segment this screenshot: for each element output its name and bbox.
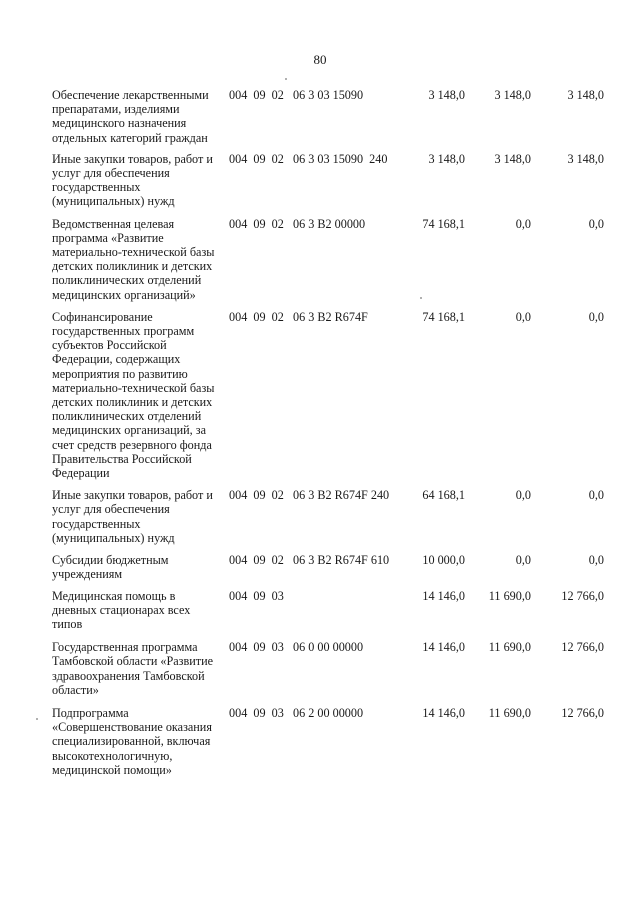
- amount-year-2: 0,0: [515, 216, 531, 231]
- row-name-line: специализированной, включая: [52, 734, 211, 749]
- row-name-line: Государственная программа: [52, 640, 198, 655]
- table-row: [52, 706, 612, 777]
- row-name-line: Правительства Российской: [52, 451, 192, 466]
- row-name-line: учреждениям: [52, 567, 123, 582]
- amount-year-1: 3 148,0: [428, 151, 465, 166]
- row-name-line: (муниципальных) нужд: [52, 530, 175, 545]
- amount-year-3: 0,0: [588, 309, 604, 324]
- amount-year-3: 12 766,0: [561, 705, 604, 720]
- row-name-line: Федерации: [52, 466, 110, 481]
- row-name-line: детских поликлиник и детских: [52, 259, 213, 274]
- amount-year-1: 74 168,1: [422, 216, 465, 231]
- amount-year-3: 3 148,0: [567, 151, 604, 166]
- row-name-line: «Совершенствование оказания: [52, 720, 212, 735]
- amount-year-1: 10 000,0: [422, 553, 465, 568]
- row-name-line: поликлинических отделений: [52, 409, 202, 424]
- table-row: [52, 217, 612, 302]
- amount-year-1: 14 146,0: [422, 640, 465, 655]
- amount-year-3: 12 766,0: [561, 588, 604, 603]
- row-name-line: области»: [52, 682, 99, 697]
- scan-speck: [420, 297, 422, 299]
- amount-year-3: 0,0: [588, 553, 604, 568]
- row-name-line: детских поликлиник и детских: [52, 395, 213, 410]
- amount-year-2: 11 690,0: [488, 705, 531, 720]
- table-row: [52, 310, 612, 480]
- row-name-line: материально-технической базы: [52, 380, 215, 395]
- row-name-line: Ведомственная целевая: [52, 216, 175, 231]
- row-name-line: услуг для обеспечения: [52, 502, 170, 517]
- row-name: [52, 217, 230, 302]
- row-name: [52, 553, 230, 581]
- row-name-line: материально-технической базы: [52, 245, 215, 260]
- budget-code: 004 09 02 06 3 03 15090 240: [229, 151, 388, 166]
- row-name-line: Федерации, содержащих: [52, 352, 181, 367]
- row-name-line: Иные закупки товаров, работ и: [52, 488, 213, 503]
- row-name-line: Софинансирование: [52, 309, 153, 324]
- amount-year-3: 12 766,0: [561, 640, 604, 655]
- row-name-line: Обеспечение лекарственными: [52, 88, 209, 102]
- row-name-line: поликлинических отделений: [52, 273, 202, 288]
- table-row: [52, 488, 612, 545]
- budget-code: 004 09 03 06 2 00 00000: [229, 705, 364, 720]
- row-name-line: типов: [52, 616, 83, 631]
- budget-code: 004 09 02 06 3 03 15090: [229, 88, 364, 102]
- row-name-line: Медицинская помощь в: [52, 588, 176, 603]
- row-name-line: (муниципальных) нужд: [52, 194, 175, 209]
- budget-code: 004 09 02 06 3 В2 R674F 610: [229, 553, 390, 568]
- row-name-line: субъектов Российской: [52, 338, 167, 353]
- row-name-line: здравоохранения Тамбовской: [52, 668, 205, 683]
- amount-year-3: 0,0: [588, 216, 604, 231]
- scan-speck: [285, 78, 287, 80]
- amount-year-2: 0,0: [515, 553, 531, 568]
- budget-code: 004 09 03 06 0 00 00000: [229, 640, 364, 655]
- row-name: [52, 706, 230, 777]
- amount-year-1: 64 168,1: [422, 488, 465, 503]
- row-name-line: отдельных категорий граждан: [52, 130, 208, 145]
- row-name-line: медицинской помощи»: [52, 762, 172, 777]
- amount-year-1: 3 148,0: [428, 88, 465, 102]
- row-name-line: медицинских организаций, за: [52, 423, 206, 438]
- row-name-line: мероприятия по развитию: [52, 366, 188, 381]
- row-name-line: Подпрограмма: [52, 705, 129, 720]
- row-name-line: государственных программ: [52, 324, 195, 339]
- amount-year-2: 11 690,0: [488, 588, 531, 603]
- budget-code: 004 09 02 06 3 В2 R674F: [229, 309, 368, 324]
- row-name-line: счет средств резервного фонда: [52, 437, 212, 452]
- amount-year-1: 14 146,0: [422, 705, 465, 720]
- row-name-line: медицинского назначения: [52, 116, 187, 131]
- table-row: [52, 589, 612, 632]
- row-name-line: программа «Развитие: [52, 230, 164, 245]
- amount-year-3: 3 148,0: [567, 88, 604, 102]
- amount-year-2: 3 148,0: [494, 151, 531, 166]
- page-number: 80: [313, 52, 327, 67]
- row-name-line: медицинских организаций»: [52, 287, 196, 302]
- row-name: [52, 310, 230, 480]
- row-name: [52, 488, 230, 545]
- budget-code: 004 09 03: [229, 588, 284, 603]
- row-name-line: государственных: [52, 516, 141, 531]
- row-name-line: препаратами, изделиями: [52, 102, 180, 117]
- table-row: [52, 152, 612, 209]
- amount-year-2: 0,0: [515, 488, 531, 503]
- budget-code: 004 09 02 06 3 В2 R674F 240: [229, 488, 390, 503]
- budget-code: 004 09 02 06 3 В2 00000: [229, 216, 366, 231]
- scan-speck: [36, 718, 38, 720]
- table-row: [52, 88, 612, 145]
- amount-year-2: 0,0: [515, 309, 531, 324]
- row-name: [52, 152, 230, 209]
- row-name: [52, 640, 230, 697]
- row-name: [52, 589, 230, 632]
- row-name-line: Субсидии бюджетным: [52, 553, 169, 568]
- amount-year-2: 3 148,0: [494, 88, 531, 102]
- amount-year-1: 74 168,1: [422, 309, 465, 324]
- amount-year-2: 11 690,0: [488, 640, 531, 655]
- table-row: [52, 553, 612, 581]
- amount-year-3: 0,0: [588, 488, 604, 503]
- row-name-line: дневных стационарах всех: [52, 602, 191, 617]
- row-name-line: Тамбовской области «Развитие: [52, 654, 214, 669]
- row-name-line: государственных: [52, 180, 141, 195]
- row-name-line: высокотехнологичную,: [52, 748, 173, 763]
- row-name-line: услуг для обеспечения: [52, 166, 170, 181]
- budget-table: [52, 88, 612, 777]
- amount-year-1: 14 146,0: [422, 588, 465, 603]
- row-name-line: Иные закупки товаров, работ и: [52, 151, 213, 166]
- row-name: [52, 88, 230, 145]
- table-row: [52, 640, 612, 697]
